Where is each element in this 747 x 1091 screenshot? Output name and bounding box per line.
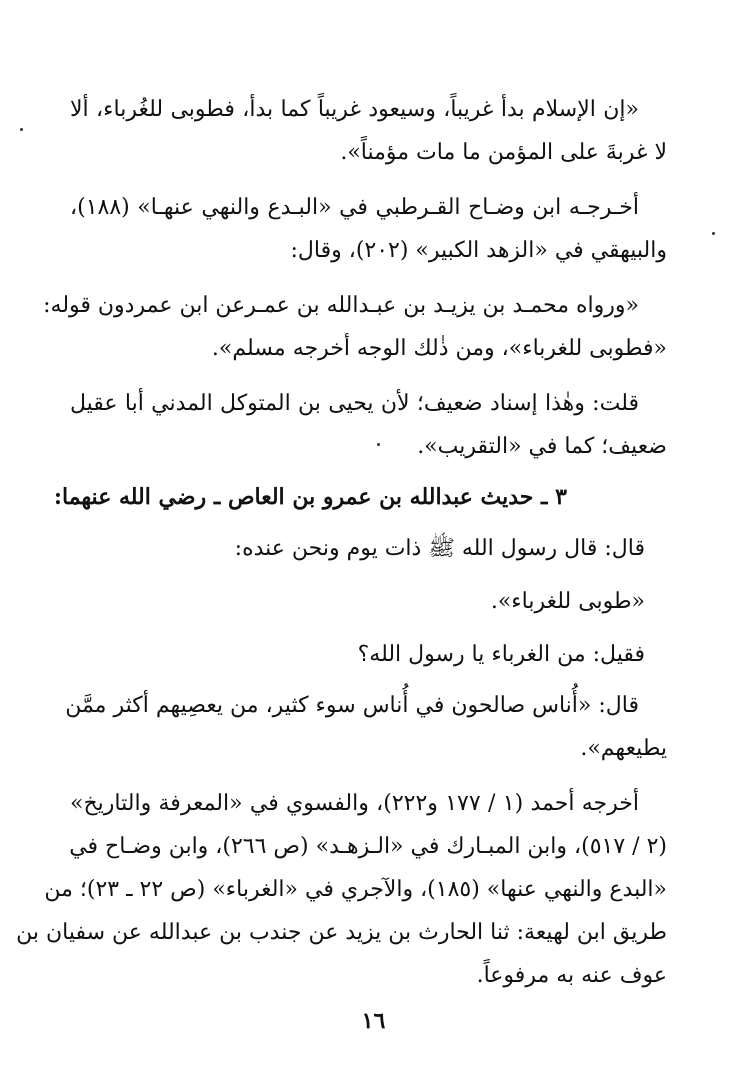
paragraph-takhrij-ibn-waddah bbox=[70, 186, 667, 272]
paragraph-hadith-3-dialogue bbox=[70, 527, 667, 676]
text-line: طريق ابن لهيعة: ثنا الحارث بن يزيد عن جندب بن عبدالله عن سفيان بن bbox=[16, 920, 667, 945]
text-line: «فطوبى للغرباء»، ومن ذٰلك الوجه أخرجه مسلم». bbox=[211, 336, 667, 361]
scan-speck bbox=[712, 232, 715, 235]
scan-speck bbox=[20, 128, 23, 131]
text-line: أخـرجـه ابن وضـاح القـرطبي في «البـدع والنهي عنهـا» (١٨٨)، bbox=[70, 195, 639, 220]
text-line: والبيهقي في «الزهد الكبير» (٢٠٢)، وقال: bbox=[290, 238, 667, 263]
text-line: «البدع والنهي عنها» (١٨٥)، والآجري في «الغرباء» (ص ٢٢ ـ ٢٣)؛ من bbox=[44, 877, 667, 902]
paragraph-hadith-islam-began-strange bbox=[70, 88, 667, 174]
text-line: «طوبى للغرباء». bbox=[490, 589, 645, 614]
text-line: فقيل: من الغرباء يا رسول الله؟ bbox=[357, 642, 645, 667]
text-line: لا غربةَ على المؤمن ما مات مؤمناً». bbox=[340, 140, 667, 165]
paragraph-bayhaqi-quote bbox=[43, 284, 667, 370]
scan-speck bbox=[377, 443, 380, 446]
paragraph-takhrij-ahmad bbox=[16, 782, 667, 997]
text-line: يطيعهم». bbox=[580, 736, 667, 761]
page-body bbox=[16, 88, 667, 997]
paragraph-hadith-3-answer bbox=[65, 684, 667, 770]
paragraph-isnad-weak bbox=[70, 382, 667, 468]
text-line: ضعيف؛ كما في «التقريب». bbox=[417, 434, 667, 459]
text-line: «ورواه محمـد بن يزيـد بن عبـدالله بن عمـرعن ابن عمردون قوله: bbox=[43, 293, 639, 318]
text-line: (٢ / ٥١٧)، وابن المبـارك في «الـزهـد» (ص ٢٦٦)، وابن وضـاح في bbox=[69, 834, 667, 859]
text-line: قلت: وهٰذا إسناد ضعيف؛ لأن يحيى بن المتوكل المدني أبا عقيل bbox=[70, 391, 639, 416]
page-number: ١٦ bbox=[361, 1008, 386, 1034]
text-line: عوف عنه به مرفوعاً. bbox=[476, 963, 667, 988]
text-line: أخرجه أحمد (١ / ١٧٧ و٢٢٢)، والفسوي في «المعرفة والتاريخ» bbox=[70, 791, 639, 816]
text-line: «إن الإسلام بدأ غريباً، وسيعود غريباً كما بدأ، فطوبى للغُرباء، ألا bbox=[70, 97, 639, 122]
text-line: قال: «أُناس صالحون في أُناس سوء كثير، من يعصِيهم أكثر ممَّن bbox=[65, 693, 639, 718]
section-heading: ٣ ـ حديث عبدالله بن عمرو بن العاص ـ رضي الله عنهما: bbox=[53, 484, 567, 510]
text-line: قال: قال رسول الله ﷺ ذات يوم ونحن عنده: bbox=[234, 536, 645, 561]
